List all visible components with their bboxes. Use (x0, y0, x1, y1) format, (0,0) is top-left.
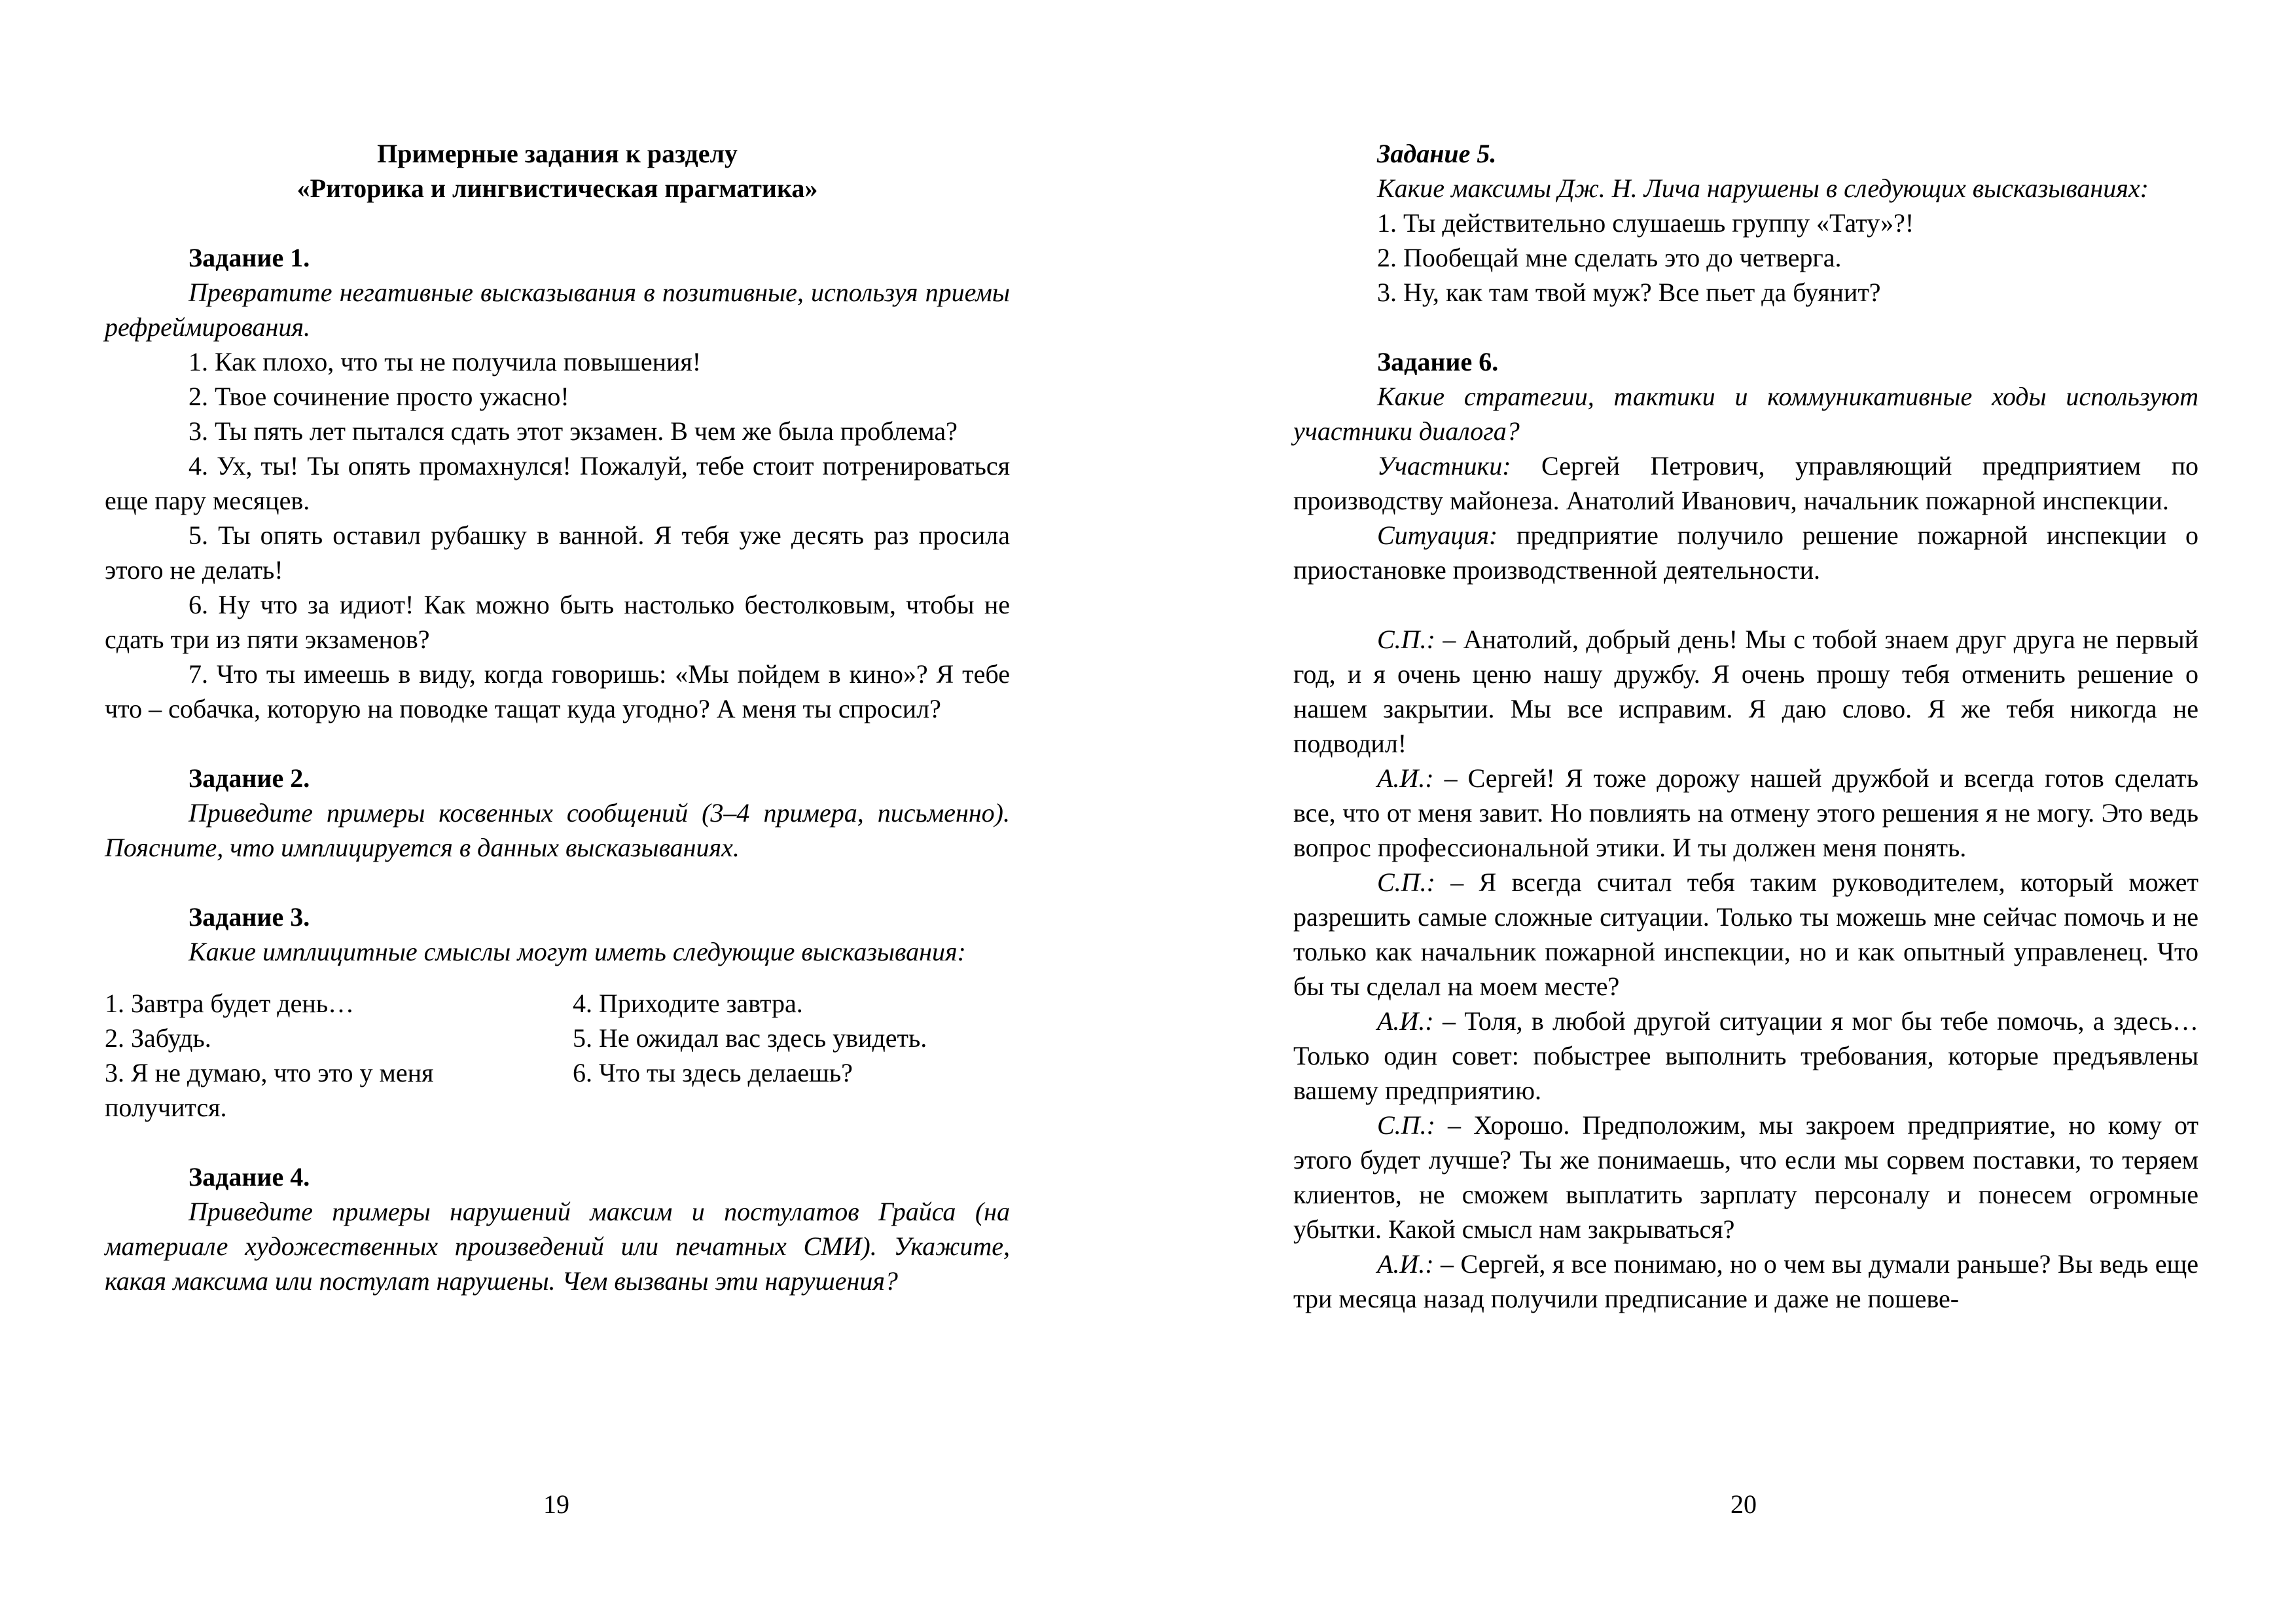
dialogue-speaker: А.И.: (1377, 1249, 1434, 1279)
task5-item-1: 1. Ты действительно слушаешь группу «Тату»?! (1377, 208, 1914, 238)
dialogue-text: – Анатолий, добрый день! Мы с тобой знаем друг друга не первый год, и я очень ценю нашу дружбу. Я очень прошу тебя отменить решение о нашем закрытии. Мы все исправим. Я даю слово. Я же тебя никогда не подводил! (1293, 625, 2198, 758)
task6-title: Задание 6. (1377, 347, 1499, 376)
situation-text: предприятие получило решение пожарной инспекции о приостановке производственной деятельности. (1293, 520, 2198, 585)
dialogue-text: – Я всегда считал тебя таким руководителем, который может разрешить самые сложные ситуации. Только ты можешь мне сейчас помочь и не только как начальник пожарной инспекции, но и как опытный управленец. Что бы ты сделал на моем месте? (1293, 867, 2198, 1001)
task3-title: Задание 3. (188, 902, 310, 932)
dialogue-text: – Хорошо. Предположим, мы закроем предприятие, но кому от этого будет лучше? Ты же понимаешь, что если мы сорвем поставки, то теряем клиентов, не сможем выплатить зарплату персоналу и понесем огромные убытки. Какой смысл нам закрываться? (1293, 1110, 2198, 1244)
task4-title: Задание 4. (188, 1162, 310, 1192)
situation-label: Ситуация: (1377, 520, 1498, 550)
task1-item-1: 1. Как плохо, что ты не получила повышения! (188, 347, 702, 376)
dialogue-speaker: А.И.: (1377, 763, 1434, 793)
task5-title: Задание 5. (1377, 139, 1497, 168)
participants-label: Участники: (1377, 451, 1511, 481)
task3-items-grid (105, 986, 1010, 1125)
left-page-text (105, 136, 1010, 1298)
task3-item-4: 4. Приходите завтра. (573, 989, 803, 1018)
task1-item-3: 3. Ты пять лет пытался сдать этот экзамен. В чем же была проблема? (188, 416, 958, 446)
task1-item-4: 4. Ух, ты! Ты опять промахнулся! Пожалуй, тебе стоит потренироваться еще пару месяцев. (105, 451, 1010, 515)
task1-title: Задание 1. (188, 243, 310, 272)
task3-item-5: 5. Не ожидал вас здесь увидеть. (573, 1023, 927, 1053)
dialogue-line-5 (1293, 1108, 2198, 1247)
task1-item-7: 7. Что ты имеешь в виду, когда говоришь: «Мы пойдем в кино»? Я тебе что – собачка, которую на поводке тащат куда угодно? А меня ты спросил? (105, 659, 1010, 723)
task1-item-5: 5. Ты опять оставил рубашку в ванной. Я тебя уже десять раз просила этого не делать! (105, 520, 1010, 585)
task5-item-3: 3. Ну, как там твой муж? Все пьет да буянит? (1377, 278, 1881, 307)
dialogue-speaker: А.И.: (1377, 1006, 1434, 1036)
task4-instruction: Приведите примеры нарушений максим и постулатов Грайса (на материале художественных произведений или печатных СМИ). Укажите, какая максима или постулат нарушены. Чем вызваны эти нарушения? (105, 1197, 1010, 1296)
task3-item-3: 3. Я не думаю, что это у меня получится. (105, 1058, 434, 1122)
section-heading-line1: Примерные задания к разделу (377, 139, 738, 168)
dialogue-text: – Сергей, я все понимаю, но о чем вы думали раньше? Вы ведь еще три месяца назад получили предписание и даже не пошеве- (1293, 1249, 2198, 1313)
dialogue-line-4 (1293, 1004, 2198, 1108)
dialogue-line-1 (1293, 622, 2198, 761)
dialogue-line-2 (1293, 761, 2198, 865)
task3-item-1: 1. Завтра будет день… (105, 989, 355, 1018)
task1-item-2: 2. Твое сочинение просто ужасно! (188, 382, 569, 411)
dialogue-speaker: С.П.: (1377, 867, 1435, 897)
task5-item-2: 2. Пообещай мне сделать это до четверга. (1377, 243, 1842, 272)
task1-instruction: Превратите негативные высказывания в позитивные, используя приемы рефреймирования. (105, 278, 1010, 342)
task3-item-2: 2. Забудь. (105, 1023, 211, 1053)
page-number-left: 19 (543, 1489, 569, 1519)
task3-instruction: Какие имплицитные смыслы могут иметь следующие высказывания: (188, 937, 966, 966)
page-number-right: 20 (1731, 1489, 1757, 1519)
task2-instruction: Приведите примеры косвенных сообщений (3–4 примера, письменно). Поясните, что имплицируется в данных высказываниях. (105, 798, 1010, 862)
right-page-text (1293, 136, 2198, 1316)
dialogue-speaker: С.П.: (1377, 625, 1435, 654)
task3-item-6: 6. Что ты здесь делаешь? (573, 1058, 853, 1087)
task2-title: Задание 2. (188, 763, 310, 793)
task6-instruction: Какие стратегии, тактики и коммуникативные ходы используют участники диалога? (1293, 382, 2198, 446)
task6-participants (1293, 448, 2198, 518)
section-heading-line2: «Риторика и лингвистическая прагматика» (296, 173, 818, 203)
dialogue-text: – Сергей! Я тоже дорожу нашей дружбой и всегда готов сделать все, что от меня завит. Но повлиять на отмену этого решения я не могу. Это ведь вопрос профессиональной этики. И ты должен меня понять. (1293, 763, 2198, 862)
dialogue-line-6 (1293, 1247, 2198, 1316)
task1-item-6: 6. Ну что за идиот! Как можно быть настолько бестолковым, чтобы не сдать три из пяти экзаменов? (105, 590, 1010, 654)
right-page (1148, 0, 2296, 1623)
participants-text: Сергей Петрович, управляющий предприятием по производству майонеза. Анатолий Иванович, начальник пожарной инспекции. (1293, 451, 2198, 515)
dialogue-line-3 (1293, 865, 2198, 1004)
task6-situation (1293, 518, 2198, 587)
dialogue-speaker: С.П.: (1377, 1110, 1435, 1140)
dialogue-text: – Толя, в любой другой ситуации я мог бы тебе помочь, а здесь… Только один совет: побыстрее выполнить требования, которые предъявлены вашему предприятию. (1293, 1006, 2198, 1105)
task5-instruction: Какие максимы Дж. Н. Лича нарушены в следующих высказываниях: (1377, 173, 2149, 203)
